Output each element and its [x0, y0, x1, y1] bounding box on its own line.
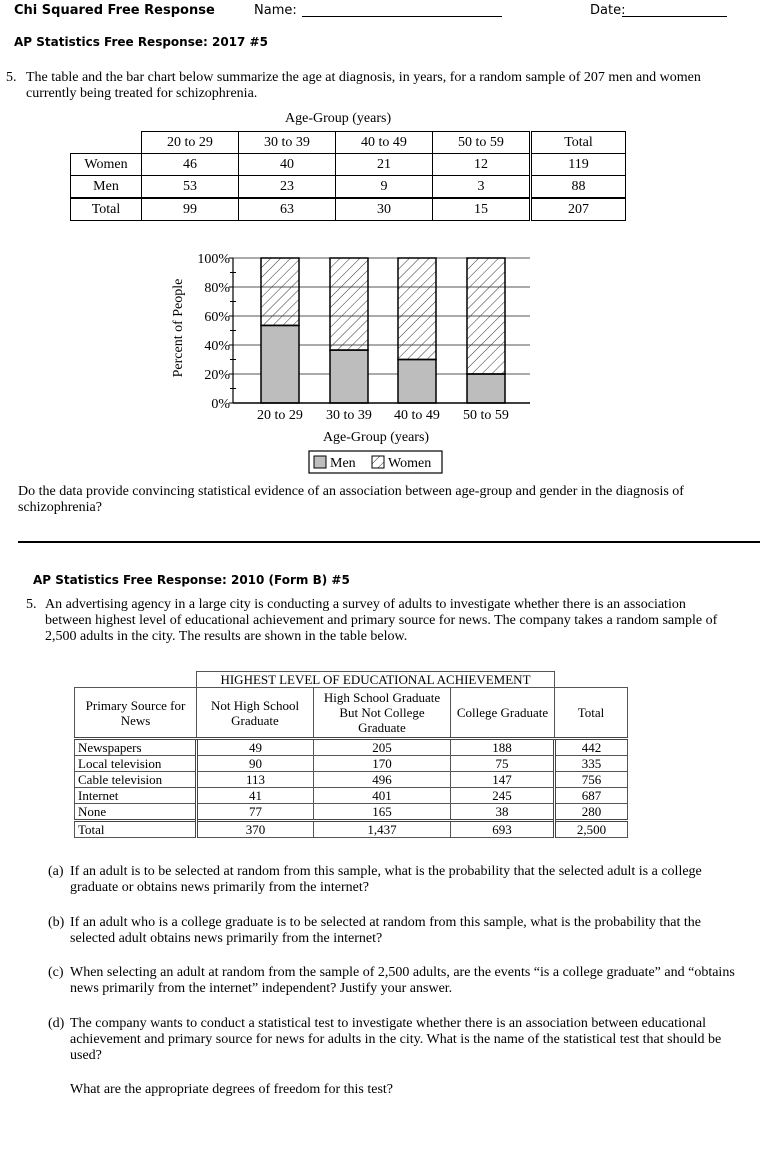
table2-blank: [75, 672, 197, 688]
table2-header-row: [75, 688, 628, 739]
legend-women-label: Women: [388, 456, 432, 471]
bar-men-2: [398, 360, 436, 404]
bar-men-3: [467, 374, 505, 403]
legend-men-swatch: [314, 456, 326, 468]
section2-label: AP Statistics Free Response: 2010 (Form B) #5: [33, 573, 350, 587]
table2-super-header-row: [75, 672, 628, 688]
table2-row: [75, 804, 628, 821]
chart-x-tick-label: 30 to 39: [326, 408, 372, 423]
table1-row-label: Total: [71, 198, 142, 221]
table2-cell: 147: [451, 772, 555, 788]
table2-cell: 41: [197, 788, 314, 804]
table1-cell: 23: [239, 176, 336, 199]
table1-col-header: 50 to 59: [433, 132, 531, 154]
age-gender-table: [70, 131, 626, 221]
table1-cell: 53: [142, 176, 239, 199]
table1-cell: 15: [433, 198, 531, 221]
bar-men-0: [261, 325, 299, 403]
chart-y-tick-label: 0%: [211, 397, 230, 412]
name-label: Name:: [254, 3, 297, 18]
chart-y-tick-label: 40%: [204, 339, 230, 354]
chart-y-tick-label: 100%: [197, 252, 230, 267]
part-b-label: (b): [48, 915, 65, 930]
table1-row-label: Women: [71, 154, 142, 176]
legend-women-swatch: [372, 456, 384, 468]
table1-row-label: Men: [71, 176, 142, 199]
chart-x-tick-label: 40 to 49: [394, 408, 440, 423]
part-b-text: If an adult who is a college graduate is to be selected at random from this sample, what is the probability that the selected adult obtains news primarily from the internet?: [70, 915, 701, 946]
part-a-label: (a): [48, 864, 64, 879]
question1-text: The table and the bar chart below summarize the age at diagnosis, in years, for a random sample of 207 men and women currently being treated for schizophrenia.: [26, 70, 701, 101]
table1-cell: 207: [531, 198, 626, 221]
bar-women-3: [467, 258, 505, 374]
table2-row-label: Cable television: [75, 772, 197, 788]
table2-cell: 1,437: [314, 821, 451, 838]
table1-cell: 30: [336, 198, 433, 221]
table1-col-header: Total: [531, 132, 626, 154]
table2-cell: 401: [314, 788, 451, 804]
table2-cell: 90: [197, 756, 314, 772]
table2-super-header: HIGHEST LEVEL OF EDUCATIONAL ACHIEVEMENT: [197, 672, 555, 688]
chart-y-axis-label: Percent of People: [171, 278, 186, 378]
table2-col-header: College Graduate: [451, 688, 555, 739]
table2-col-header: Not High School Graduate: [197, 688, 314, 739]
bar-women-1: [330, 258, 368, 350]
chart-x-tick-label: 20 to 29: [257, 408, 303, 423]
part-a-text: If an adult is to be selected at random from this sample, what is the probability that the selected adult is a college graduate or obtains news primarily from the internet?: [70, 864, 702, 895]
table2-cell: 49: [197, 739, 314, 756]
table2-cell: 756: [555, 772, 628, 788]
table1-col-header: 30 to 39: [239, 132, 336, 154]
table1-header-row: [71, 132, 626, 154]
part-d-text: The company wants to conduct a statistical test to investigate whether there is an association between educational achievement and primary source for news for adults in the city. What is the name of the statistical test that should be used?: [70, 1016, 722, 1063]
bar-women-0: [261, 258, 299, 325]
table2-row: [75, 739, 628, 756]
chart-legend: [309, 451, 442, 473]
table2-cell: 370: [197, 821, 314, 838]
table2-row: [75, 788, 628, 804]
table2-cell: 165: [314, 804, 451, 821]
table2-row-label: Newspapers: [75, 739, 197, 756]
legend-men-label: Men: [330, 456, 356, 471]
table1-cell: 88: [531, 176, 626, 199]
education-news-table: [74, 671, 628, 838]
table2-cell: 77: [197, 804, 314, 821]
question1-number: 5.: [6, 70, 17, 85]
worksheet-title: Chi Squared Free Response: [14, 3, 215, 18]
chart-y-tick-label: 60%: [204, 310, 230, 325]
table2-cell: 113: [197, 772, 314, 788]
table1-row: [71, 176, 626, 199]
table2-body: [75, 739, 628, 838]
table2-cell: 442: [555, 739, 628, 756]
table1-cell: 119: [531, 154, 626, 176]
section-divider: [18, 541, 760, 543]
table2-cell: 2,500: [555, 821, 628, 838]
question2-number: 5.: [26, 597, 37, 612]
question2-text: An advertising agency in a large city is conducting a survey of adults to investigate whether there is an association between highest level of educational achievement and primary source for news. The company takes a random sample of 2,500 adults in the city. The results are shown in the table below.: [45, 597, 718, 644]
table2-cell: 496: [314, 772, 451, 788]
chart-x-axis-label: Age-Group (years): [322, 430, 430, 445]
chart-bars: [261, 258, 505, 403]
table1-cell: 46: [142, 154, 239, 176]
table2-cell: 205: [314, 739, 451, 756]
bar-men-1: [330, 350, 368, 403]
question1-prompt: Do the data provide convincing statistical evidence of an association between age-group and gender in the diagnosis of schizophrenia?: [18, 484, 684, 515]
table2-cell: 687: [555, 788, 628, 804]
table2-total-row: [75, 821, 628, 838]
table1-total-row: [71, 198, 626, 221]
table1-cell: 12: [433, 154, 531, 176]
table2-cell: 188: [451, 739, 555, 756]
table2-cell: 245: [451, 788, 555, 804]
stacked-bar-chart: [160, 240, 540, 480]
part-c-label: (c): [48, 965, 64, 980]
table1-col-header: 20 to 29: [142, 132, 239, 154]
table2-row: [75, 772, 628, 788]
date-label: Date:: [590, 3, 626, 18]
part-d-followup: What are the appropriate degrees of freedom for this test?: [70, 1082, 394, 1097]
date-field-line[interactable]: [622, 16, 727, 17]
table1-cell: 3: [433, 176, 531, 199]
name-field-line[interactable]: [302, 16, 502, 17]
table1-corner: [71, 132, 142, 154]
table2-cell: 38: [451, 804, 555, 821]
table2-col-header: High School Graduate But Not College Graduate: [314, 688, 451, 739]
table1-cell: 99: [142, 198, 239, 221]
table2-row-label: Total: [75, 821, 197, 838]
table2-cell: 693: [451, 821, 555, 838]
table2-blank: [555, 672, 628, 688]
table2-cell: 335: [555, 756, 628, 772]
chart-x-tick-label: 50 to 59: [463, 408, 509, 423]
bar-women-2: [398, 258, 436, 360]
table1-cell: 9: [336, 176, 433, 199]
table2-row-header: Primary Source for News: [75, 688, 197, 739]
table2-row-label: Local television: [75, 756, 197, 772]
table1-cell: 40: [239, 154, 336, 176]
table1-cell: 63: [239, 198, 336, 221]
table1-cell: 21: [336, 154, 433, 176]
table2-row-label: Internet: [75, 788, 197, 804]
table2-row-label: None: [75, 804, 197, 821]
part-d-label: (d): [48, 1016, 65, 1031]
chart-y-tick-label: 80%: [204, 281, 230, 296]
chart-y-tick-label: 20%: [204, 368, 230, 383]
table2-col-header: Total: [555, 688, 628, 739]
table1-row: [71, 154, 626, 176]
section1-label: AP Statistics Free Response: 2017 #5: [14, 35, 268, 49]
table2-cell: 75: [451, 756, 555, 772]
table1-col-header: 40 to 49: [336, 132, 433, 154]
table2-cell: 280: [555, 804, 628, 821]
table1-caption: Age-Group (years): [285, 111, 392, 126]
table2-cell: 170: [314, 756, 451, 772]
part-c-text: When selecting an adult at random from the sample of 2,500 adults, are the events “is a college graduate” and “obtains news primarily from the internet” independent? Justify your answer.: [70, 965, 735, 996]
table2-row: [75, 756, 628, 772]
